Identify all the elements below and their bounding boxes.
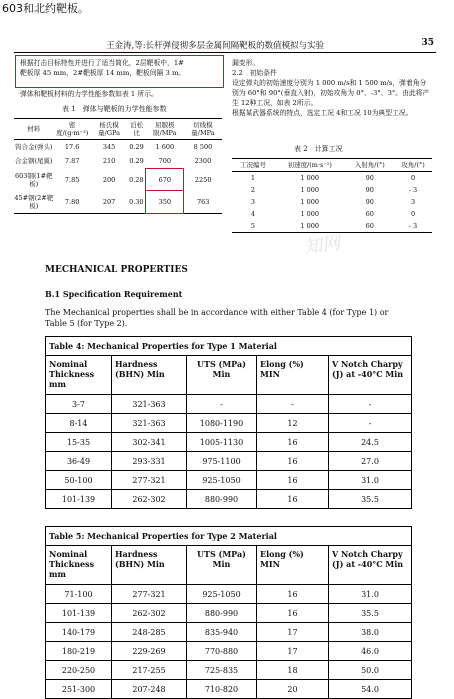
table-cell: 17 — [257, 642, 329, 661]
table-cell: 8 500 — [193, 143, 213, 151]
table-cell: 0 — [410, 210, 416, 218]
table-cell: 31.0 — [329, 471, 412, 490]
page-number: 35 — [421, 38, 434, 48]
column-header: UTS (MPa) Min — [187, 356, 257, 395]
table5 — [45, 526, 412, 699]
table1-caption: 表 1 弹体与靶板的力学性能参数 — [62, 105, 167, 113]
table-cell: - — [257, 395, 329, 414]
after-box-text: 弹体和靶板材料的力学性能参数如表 1 所示。 — [20, 90, 158, 98]
table-cell: 7.85 — [64, 175, 80, 184]
table-cell: 277-321 — [112, 585, 187, 604]
table-cell: 5 — [250, 222, 256, 230]
table-cell: - 3 — [408, 186, 418, 194]
table-cell: 140-179 — [46, 623, 112, 642]
section-heading: 2.2 初始条件 — [232, 69, 277, 77]
table-cell: 27.0 — [329, 452, 412, 471]
table-row — [14, 191, 222, 214]
boxed-line-2: 靶板厚 45 mm，2#靶板厚 14 mm，靶板间隔 3 m。 — [20, 69, 186, 77]
column-header: Hardness (BHN) Min — [112, 356, 187, 395]
table-cell: 277-321 — [112, 471, 187, 490]
table-row — [46, 642, 412, 661]
table-cell: 17 — [257, 623, 329, 642]
table-cell: 293-331 — [112, 452, 187, 471]
table1-header: 杨氏模量/GPa — [98, 121, 120, 137]
table-row — [46, 471, 412, 490]
table-cell: 2 — [250, 186, 256, 194]
table-cell: 90 — [365, 174, 374, 182]
table1-header: 材料 — [27, 125, 41, 133]
table-cell: 31.0 — [329, 585, 412, 604]
table-row — [46, 680, 412, 699]
table-cell: 1080-1190 — [187, 414, 257, 433]
table-cell: 12 — [257, 414, 329, 433]
running-head: 王金涛,等:长杆弹侵彻多层金属间隔靶板的数值模拟与实验 — [106, 41, 325, 51]
column-header: Nominal Thickness mm — [46, 356, 112, 395]
table-row — [46, 395, 412, 414]
table2 — [232, 158, 432, 233]
table-cell: 770-880 — [187, 642, 257, 661]
table-cell: 1 — [250, 174, 256, 182]
table-cell: 217-255 — [112, 661, 187, 680]
table-cell: 321-363 — [112, 414, 187, 433]
table-cell: 1 000 — [300, 186, 320, 194]
table-cell: 35.5 — [329, 490, 412, 509]
table-cell: 1005-1130 — [187, 433, 257, 452]
table-cell: 975-1100 — [187, 452, 257, 471]
table-row — [46, 585, 412, 604]
column-header: Nominal Thickness mm — [46, 546, 112, 585]
highlighted-yield-cell: 670 — [146, 169, 184, 191]
table-cell: 302-341 — [112, 433, 187, 452]
table-cell: 101-139 — [46, 490, 112, 509]
table-row — [46, 433, 412, 452]
table-cell: 180-219 — [46, 642, 112, 661]
table-cell: 3-7 — [46, 395, 112, 414]
table-cell: 229-269 — [112, 642, 187, 661]
table-row — [232, 208, 432, 220]
table-cell: - 3 — [408, 222, 418, 230]
table-row — [46, 623, 412, 642]
table-cell: 0.30 — [129, 197, 144, 206]
section-heading: MECHANICAL PROPERTIES — [45, 265, 188, 275]
paper-scan — [14, 36, 436, 259]
subsection-heading: B.1 Specification Requirement — [45, 289, 183, 299]
table-cell: 207 — [102, 197, 116, 206]
table-cell: 0.28 — [129, 175, 144, 184]
spec-paragraph: The Mechanical properties shall be in accordance with either Table 4 (for Type 1) or Table 5 (for Type 2). — [45, 308, 389, 328]
table-cell: - — [187, 395, 257, 414]
table-cell: 16 — [257, 604, 329, 623]
table-cell: 0.29 — [129, 157, 144, 166]
table-cell: 16 — [257, 433, 329, 452]
table-row — [46, 490, 412, 509]
table-row — [46, 452, 412, 471]
table2-header: 攻角/(°) — [401, 161, 425, 169]
table-cell: 321-363 — [112, 395, 187, 414]
right-column-text — [232, 58, 432, 118]
table-row — [232, 184, 432, 196]
column-header: Elong (%) MIN — [257, 356, 329, 395]
table-cell: 2250 — [194, 175, 212, 184]
table-cell: 46.0 — [329, 642, 412, 661]
table4-caption: Table 4: Mechanical Properties for Type 1 Material — [46, 337, 412, 356]
column-header: Elong (%) MIN — [257, 546, 329, 585]
table-cell: 345 — [102, 143, 116, 151]
table-cell: 16 — [257, 490, 329, 509]
header-rule — [14, 52, 436, 53]
text-line: 漏变形。 — [232, 59, 260, 67]
table-cell: 16 — [257, 471, 329, 490]
top-note: 603和北约靶板。 — [2, 2, 89, 15]
table-cell: 35.5 — [329, 604, 412, 623]
table-cell: 钨合金(弹头) — [15, 143, 53, 151]
table-cell: 3 — [250, 198, 256, 206]
table-cell: 1 600 — [155, 143, 175, 151]
table-cell: 1 000 — [300, 198, 320, 206]
table-cell: 925-1050 — [187, 471, 257, 490]
table-row — [14, 169, 222, 191]
table-row — [14, 154, 222, 169]
table-cell: 24.5 — [329, 433, 412, 452]
table-row — [46, 661, 412, 680]
table-cell: 1 000 — [300, 210, 320, 218]
table-cell: 60 — [365, 210, 374, 218]
table-cell: 1 000 — [300, 222, 320, 230]
table-row — [232, 196, 432, 208]
table-cell: 36-49 — [46, 452, 112, 471]
table-cell: 15-35 — [46, 433, 112, 452]
table-row — [14, 140, 222, 155]
table-cell: 38.0 — [329, 623, 412, 642]
boxed-line-1: 根据打击目标特性并进行了适当简化，2层靶板中，1# — [20, 59, 184, 67]
table-cell: 835-940 — [187, 623, 257, 642]
table-cell: 18 — [257, 661, 329, 680]
column-header: V Notch Charpy (J) at -40°C Min — [329, 356, 412, 395]
table-cell: 90 — [365, 198, 374, 206]
column-header: Hardness (BHN) Min — [112, 546, 187, 585]
column-header: V Notch Charpy (J) at -40°C Min — [329, 546, 412, 585]
table-cell: 71-100 — [46, 585, 112, 604]
table-cell: 220-250 — [46, 661, 112, 680]
table-cell: 262-302 — [112, 490, 187, 509]
table-cell: 8-14 — [46, 414, 112, 433]
table-cell: 合金钢(尾翼) — [15, 157, 53, 166]
table-cell: 880-990 — [187, 490, 257, 509]
table-cell: 700 — [158, 157, 172, 165]
table-cell: 248-285 — [112, 623, 187, 642]
table2-header: 初速度/(m·s⁻¹) — [287, 161, 332, 169]
highlighted-yield-cell: 350 — [146, 191, 184, 214]
table-cell: 725-835 — [187, 661, 257, 680]
table-row — [46, 414, 412, 433]
table-cell: 763 — [196, 197, 210, 206]
table-row — [232, 172, 432, 185]
table-cell: - — [329, 414, 412, 433]
table-cell: 54.0 — [329, 680, 412, 699]
table1-header: 切线模量/MPa — [191, 121, 215, 137]
table-cell: 210 — [102, 157, 116, 166]
table-cell: 603钢(1#靶板) — [15, 171, 53, 188]
table1-header: 屈服极限/MPa — [153, 121, 177, 137]
table-cell: 16 — [257, 452, 329, 471]
table-cell: 207-248 — [112, 680, 187, 699]
table-cell: 7.87 — [64, 157, 80, 166]
table2-header: 工况编号 — [239, 161, 266, 169]
table-cell: 50-100 — [46, 471, 112, 490]
table-row — [46, 604, 412, 623]
table-cell: 50.0 — [329, 661, 412, 680]
table2-caption: 表 2 计算工况 — [294, 145, 343, 153]
column-header: UTS (MPa) Min — [187, 546, 257, 585]
table-cell: 101-139 — [46, 604, 112, 623]
table1-header: 密度/(g·m⁻³) — [56, 121, 89, 137]
table-cell: 45#钢(2#靶板) — [14, 193, 54, 210]
table1-header: 泊松比 — [130, 121, 144, 137]
table4 — [45, 336, 412, 509]
table-cell: 710-820 — [187, 680, 257, 699]
table-cell: 880-990 — [187, 604, 257, 623]
table-cell: 925-1050 — [187, 585, 257, 604]
table-cell: 1 000 — [300, 174, 320, 182]
table-cell: 3 — [410, 198, 416, 206]
table-cell: 17.6 — [64, 143, 80, 151]
table-cell: 60 — [365, 222, 374, 230]
table-cell: 16 — [257, 585, 329, 604]
table5-caption: Table 5: Mechanical Properties for Type 2 Material — [46, 527, 412, 546]
table-cell: - — [329, 395, 412, 414]
table-cell: 20 — [257, 680, 329, 699]
table1 — [14, 118, 222, 214]
watermark: 知网 — [302, 232, 342, 259]
text-paragraph: 设定弹丸的初始速度分别为 1 000 m/s和 1 500 m/s，弹着角分别为 60°和 90°(垂直入射)，初始攻角为 0°、-3°、3°。由此将产生 12种工况，如表 2所示。 — [232, 79, 430, 107]
table2-header: 入射角/(°) — [354, 161, 385, 169]
table-cell: 2300 — [194, 157, 212, 166]
table-cell: 262-302 — [112, 604, 187, 623]
table-cell: 0.29 — [129, 143, 144, 151]
text-paragraph: 根据某武器系统的特点，选定工况 4和工况 10为典型工况。 — [232, 109, 413, 117]
table-cell: 7.80 — [64, 197, 80, 206]
table-cell: 251-300 — [46, 680, 112, 699]
table-cell: 200 — [102, 175, 116, 184]
table-cell: 4 — [250, 210, 256, 218]
table-cell: 0 — [410, 174, 416, 182]
red-highlight-box — [15, 55, 224, 88]
table-cell: 90 — [365, 186, 374, 194]
